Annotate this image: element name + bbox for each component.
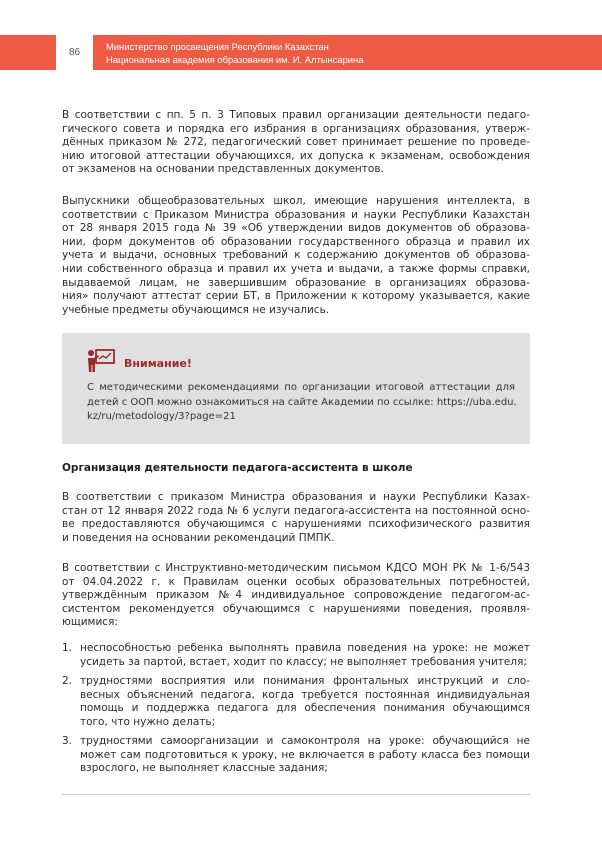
- note-body: [87, 381, 515, 425]
- text-line: стан от 12 января 2022 года № 6 услуги педагога-ассистента на постоянной осно-: [62, 504, 530, 517]
- text-line: трудностями самоорганизации и самоконтроля на уроке: обучающийся не: [80, 735, 530, 747]
- text-line: взрослого, не выполняет классные задания;: [80, 762, 328, 775]
- text-line: нии собственного образца и правил их учета и выдачи, а также формы справки,: [62, 262, 530, 275]
- header-line-2: Национальная академия образования им. И. Алтынсарина: [106, 54, 364, 65]
- text-line: весных объяснений педагога, когда требуется постоянная индивидуальная: [80, 688, 530, 701]
- text-line: дённых приказом № 272, педагогический совет принимает решение по проведе-: [62, 136, 530, 149]
- header-line-1: Министерство просвещения Республики Казахстан: [106, 41, 329, 52]
- text-line: нию итоговой аттестации обучающихся, их допуска к экзаменам, освобождения: [62, 149, 530, 162]
- note-title: Внимание!: [124, 357, 192, 370]
- text-line: помощь и поддержка педагога для обеспечения понимания обучающимся: [80, 702, 530, 715]
- attention-note: [62, 333, 530, 444]
- list-number: 1.: [62, 642, 73, 654]
- text-line: В соответствии с Инструктивно-методическим письмом КДСО МОН РК № 1-6/543: [62, 562, 530, 574]
- text-line: ния» получают аттестат серии БТ, в Приложении к которому указывается, какие: [62, 290, 530, 303]
- text-line: учета и выдачи, основных требований к содержанию документов об образова-: [62, 249, 530, 262]
- text-line: учебные предметы обучающимся не изучались.: [62, 303, 330, 316]
- text-line: усидеть за партой, встает, ходит по классу; не выполняет требования учителя;: [80, 655, 527, 668]
- text-line: Выпускники общеобразовательных школ, имеющие нарушения интеллекта, в: [62, 195, 530, 207]
- text-line: ющимися:: [62, 616, 118, 629]
- text-line: выдаваемой лицам, не завершившим образование в организациях образова-: [62, 276, 530, 289]
- page-header: [0, 35, 602, 70]
- list-number: 3.: [62, 735, 73, 747]
- list-text: [80, 735, 530, 776]
- text-line: утверждённым приказом №4 индивидуальное сопровождение педагогом-ас-: [62, 589, 530, 602]
- text-line: В соответствии с пп. 5 п. 3 Типовых правил организации деятельности педаго-: [62, 109, 530, 121]
- header-organization: [106, 40, 363, 66]
- text-line: гического совета и порядка его избрания в организациях образования, утверж-: [62, 122, 530, 135]
- text-line: от 04.04.2022 г. к Правилам оценки особых образовательных потребностей,: [62, 575, 530, 588]
- list-number: 2.: [62, 675, 73, 687]
- list-text: [80, 675, 530, 729]
- text-line: от экзаменов на основании представленных документов.: [62, 163, 384, 176]
- paragraph-1: [62, 109, 530, 177]
- text-line: и поведения на основании рекомендаций ПМПК.: [62, 531, 335, 544]
- text-line: ве предоставляются обучающимся с нарушениями психофизического развития: [62, 518, 530, 531]
- list-text: [80, 642, 530, 669]
- note-link-line[interactable]: kz/ru/metodology/3?page=21: [87, 411, 236, 422]
- text-line: В соответствии с приказом Министра образования и науки Республики Казах-: [62, 491, 530, 503]
- text-line: неспособностью ребенка выполнять правила поведения на уроке: не может: [80, 642, 530, 654]
- footer-divider: [62, 794, 530, 795]
- page-number: 86: [56, 35, 93, 70]
- text-line: того, что нужно делать;: [80, 715, 216, 728]
- text-line: соответствии с Приказом Министра образования и науки Республики Казахстан: [62, 208, 530, 221]
- paragraph-2: [62, 195, 530, 317]
- text-line: систентом рекомендуется обучающимся с нарушениями поведения, проявля-: [62, 602, 530, 615]
- note-line: С методическими рекомендациями по организации итоговой аттестации для: [87, 382, 515, 393]
- text-line: от 28 января 2015 года № 39 «Об утверждении видов документов об образова-: [62, 222, 530, 235]
- text-line: нии, форм документов об образовании государственного образца и правил их: [62, 235, 530, 248]
- text-line: трудностями восприятия или понимания фронтальных инструкций и сло-: [80, 675, 530, 687]
- text-line: может сам подготовиться к уроку, не включается в работу класса без помощи: [80, 748, 530, 761]
- paragraph-3: [62, 491, 530, 545]
- teacher-board-icon: [87, 349, 115, 373]
- note-line: детей с ООП можно ознакомиться на сайте Академии по ссылке: https://uba.edu.: [87, 396, 517, 408]
- section-heading: Организация деятельности педагога-ассистента в школе: [62, 462, 413, 474]
- paragraph-4: [62, 562, 530, 630]
